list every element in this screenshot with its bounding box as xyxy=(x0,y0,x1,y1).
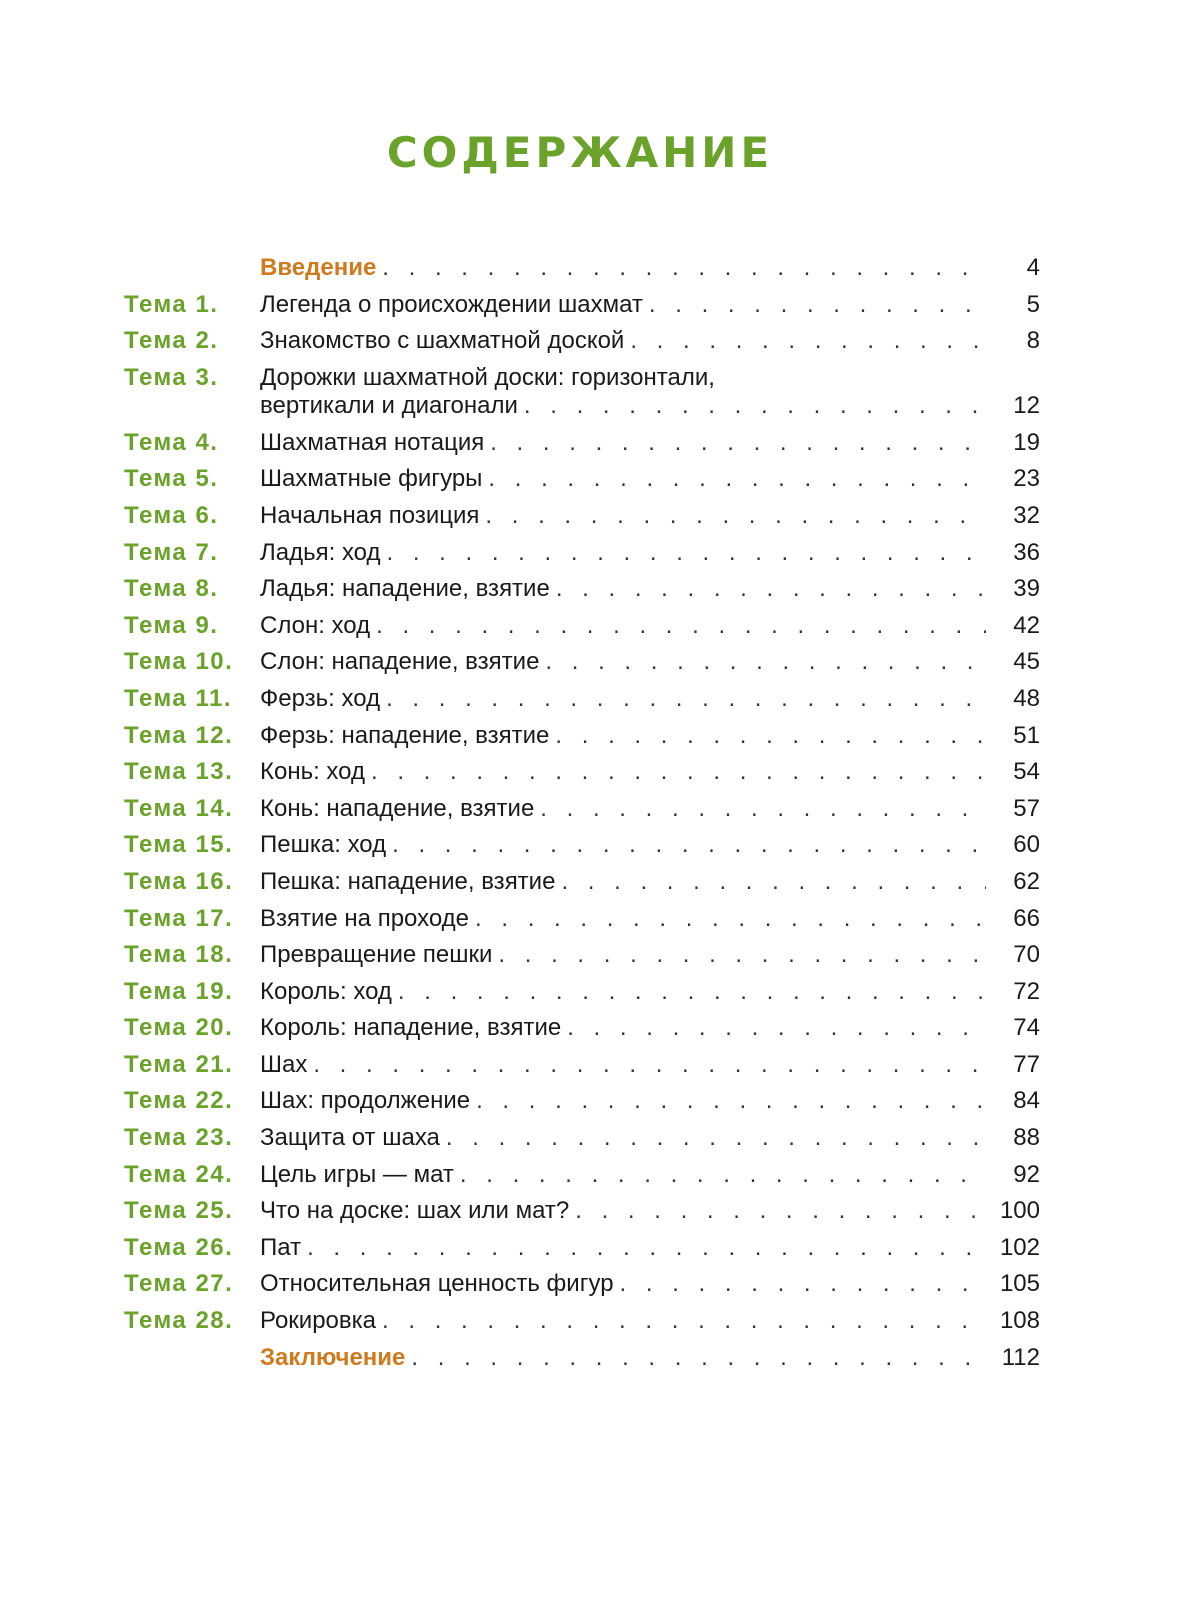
toc-theme-label: Тема 9. xyxy=(124,611,219,639)
toc-entry-line xyxy=(260,1266,1040,1302)
toc-entry-line xyxy=(260,718,1040,754)
toc-entry-line xyxy=(260,1083,1040,1119)
toc-entry-line xyxy=(260,1303,1040,1339)
toc-page-number: 39 xyxy=(1013,575,1040,603)
toc-entry-title: Пешка: ход xyxy=(260,831,387,859)
toc-theme-label: Тема 3. xyxy=(124,363,219,391)
toc-theme-label: Тема 22. xyxy=(124,1087,234,1115)
toc-entry[interactable] xyxy=(0,791,1200,828)
toc-entry[interactable] xyxy=(0,1340,1200,1377)
dot-leader xyxy=(498,937,986,973)
toc-entry-line xyxy=(260,425,1040,461)
toc-theme-label: Тема 15. xyxy=(124,831,234,859)
toc-page-number: 62 xyxy=(1013,867,1040,895)
toc-entry[interactable] xyxy=(0,1047,1200,1084)
toc-page-number: 32 xyxy=(1013,501,1040,529)
toc-entry[interactable] xyxy=(0,1303,1200,1340)
dot-leader xyxy=(540,791,986,827)
dot-leader xyxy=(371,754,986,790)
toc-entry[interactable] xyxy=(0,644,1200,681)
toc-theme-label: Тема 2. xyxy=(124,327,219,355)
toc-entry-line xyxy=(260,571,1040,607)
toc-page-number: 66 xyxy=(1013,904,1040,932)
toc-entry-line xyxy=(260,1230,1040,1266)
toc-entry[interactable] xyxy=(0,1010,1200,1047)
toc-entry-title: Знакомство с шахматной доской xyxy=(260,327,625,355)
toc-entry-title: Ладья: ход xyxy=(260,538,381,566)
toc-entry-line xyxy=(260,535,1040,571)
dot-leader xyxy=(561,864,986,900)
toc-entry-title: Конь: ход xyxy=(260,758,365,786)
page-title: СОДЕРЖАНИЕ xyxy=(386,128,774,177)
dot-leader xyxy=(382,1303,986,1339)
toc-page-number: 48 xyxy=(1013,684,1040,712)
dot-leader xyxy=(488,461,986,497)
toc-entry-title: Шахматная нотация xyxy=(260,428,485,456)
dot-leader xyxy=(555,718,986,754)
toc-entry[interactable] xyxy=(0,1193,1200,1230)
toc-entry-title: Относительная ценность фигур xyxy=(260,1270,614,1298)
toc-entry-title: Шахматные фигуры xyxy=(260,465,483,493)
toc-entry-title: Введение xyxy=(260,254,377,281)
toc-entry[interactable] xyxy=(0,718,1200,755)
toc-theme-label: Тема 17. xyxy=(124,904,234,932)
toc-entry-line xyxy=(260,827,1040,863)
dot-leader xyxy=(524,388,986,424)
toc-entry-line xyxy=(260,498,1040,534)
toc-theme-label: Тема 23. xyxy=(124,1124,234,1152)
toc-entry-line xyxy=(260,681,1040,717)
toc-page-number: 102 xyxy=(999,1233,1040,1261)
toc-entry-line xyxy=(260,937,1040,973)
toc-entry-title: Ладья: нападение, взятие xyxy=(260,575,550,603)
toc-entry-line xyxy=(260,1340,1040,1376)
toc-page-number: 5 xyxy=(1026,290,1040,318)
toc-page-number: 57 xyxy=(1013,794,1040,822)
toc-entry[interactable] xyxy=(0,287,1200,324)
toc-page-number: 70 xyxy=(1013,941,1040,969)
dot-leader xyxy=(475,901,986,937)
dot-leader xyxy=(567,1010,986,1046)
dot-leader xyxy=(620,1266,986,1302)
dot-leader xyxy=(382,250,986,286)
toc-entry-title: Пешка: нападение, взятие xyxy=(260,867,556,895)
toc-theme-label: Тема 28. xyxy=(124,1307,234,1335)
toc-theme-label: Тема 21. xyxy=(124,1050,234,1078)
toc-theme-label: Тема 1. xyxy=(124,290,219,318)
toc-entry[interactable] xyxy=(0,498,1200,535)
toc-entry-title: Цель игры — мат xyxy=(260,1160,454,1188)
toc-page-number: 4 xyxy=(1026,254,1040,281)
dot-leader xyxy=(313,1047,986,1083)
dot-leader xyxy=(485,498,986,534)
toc-entry[interactable] xyxy=(0,461,1200,498)
toc-entry[interactable] xyxy=(0,425,1200,462)
toc-entry[interactable] xyxy=(0,1120,1200,1157)
toc-page-number: 105 xyxy=(999,1270,1040,1298)
toc-entry-title-line1: Дорожки шахматной доски: горизонтали, xyxy=(260,363,715,391)
toc-entry-line xyxy=(260,287,1040,323)
toc-entry-line xyxy=(260,1157,1040,1193)
toc-theme-label: Тема 14. xyxy=(124,794,234,822)
toc-entry[interactable] xyxy=(0,681,1200,718)
toc-page-number: 45 xyxy=(1013,648,1040,676)
toc-entry[interactable] xyxy=(0,1230,1200,1267)
toc-entry[interactable] xyxy=(0,827,1200,864)
dot-leader xyxy=(575,1193,986,1229)
toc-entry-title: Легенда о происхождении шахмат xyxy=(260,290,643,318)
toc-entry-title: Король: ход xyxy=(260,977,392,1005)
toc-page-number: 60 xyxy=(1013,831,1040,859)
toc-entry-line xyxy=(260,644,1040,680)
toc-theme-label: Тема 25. xyxy=(124,1197,234,1225)
toc-entry-title: Ферзь: ход xyxy=(260,684,381,712)
toc-entry-line xyxy=(260,901,1040,937)
toc-entry-title: Ферзь: нападение, взятие xyxy=(260,721,550,749)
toc-page-number: 54 xyxy=(1013,758,1040,786)
toc-theme-label: Тема 16. xyxy=(124,867,234,895)
toc-theme-label: Тема 6. xyxy=(124,501,219,529)
toc-theme-label: Тема 19. xyxy=(124,977,234,1005)
toc-page-number: 100 xyxy=(999,1197,1040,1225)
toc-entry-title: Шах xyxy=(260,1050,308,1078)
toc-entry[interactable] xyxy=(0,754,1200,791)
toc-entry[interactable] xyxy=(0,608,1200,645)
toc-page-number: 92 xyxy=(1013,1160,1040,1188)
toc-page-number: 74 xyxy=(1013,1014,1040,1042)
toc-entry-title: Что на доске: шах или мат? xyxy=(260,1197,570,1225)
toc-entry-title: Слон: нападение, взятие xyxy=(260,648,540,676)
dot-leader xyxy=(545,644,986,680)
toc-entry-line xyxy=(260,608,1040,644)
toc-entry[interactable] xyxy=(0,937,1200,974)
toc-theme-label: Тема 7. xyxy=(124,538,219,566)
toc-entry-title: Рокировка xyxy=(260,1307,377,1335)
toc-entry-line xyxy=(260,1120,1040,1156)
toc-entry-line xyxy=(260,1010,1040,1046)
toc-entry-title: Начальная позиция xyxy=(260,501,480,529)
toc-entry[interactable] xyxy=(0,1083,1200,1120)
toc-page-number: 77 xyxy=(1013,1050,1040,1078)
toc-entry-title: Защита от шаха xyxy=(260,1124,440,1152)
dot-leader xyxy=(386,681,986,717)
toc-page-number: 19 xyxy=(1013,428,1040,456)
toc-entry-title: Конь: нападение, взятие xyxy=(260,794,535,822)
toc-theme-label: Тема 4. xyxy=(124,428,219,456)
toc-entry-title: Заключение xyxy=(260,1343,406,1371)
toc-theme-label: Тема 8. xyxy=(124,575,219,603)
toc-entry-title: вертикали и диагонали xyxy=(260,391,518,419)
toc-theme-label: Тема 13. xyxy=(124,758,234,786)
toc-entry-line xyxy=(260,791,1040,827)
toc-entry[interactable] xyxy=(0,323,1200,360)
toc-theme-label: Тема 26. xyxy=(124,1233,234,1261)
toc-page-number: 88 xyxy=(1013,1124,1040,1152)
toc-entry[interactable] xyxy=(0,1157,1200,1194)
toc-theme-label: Тема 10. xyxy=(124,648,234,676)
dot-leader xyxy=(307,1230,986,1266)
toc-theme-label: Тема 12. xyxy=(124,721,234,749)
toc-entry-line xyxy=(260,250,1040,286)
dot-leader xyxy=(460,1157,986,1193)
toc-theme-label: Тема 27. xyxy=(124,1270,234,1298)
toc-entry-title: Взятие на проходе xyxy=(260,904,470,932)
toc-page-number: 72 xyxy=(1013,977,1040,1005)
toc-theme-label: Тема 24. xyxy=(124,1160,234,1188)
toc-entry[interactable] xyxy=(0,360,1200,425)
toc-entry-title: Король: нападение, взятие xyxy=(260,1014,562,1042)
toc-page-number: 108 xyxy=(999,1307,1040,1335)
toc-entry-line xyxy=(260,388,1040,424)
dot-leader xyxy=(446,1120,986,1156)
toc-page-number: 36 xyxy=(1013,538,1040,566)
toc-page-number: 23 xyxy=(1013,465,1040,493)
dot-leader xyxy=(476,1083,986,1119)
table-of-contents xyxy=(0,250,1200,1376)
toc-page-number: 84 xyxy=(1013,1087,1040,1115)
toc-entry-line xyxy=(260,323,1040,359)
toc-entry-line xyxy=(260,974,1040,1010)
toc-entry[interactable] xyxy=(0,1266,1200,1303)
dot-leader xyxy=(556,571,986,607)
toc-entry[interactable] xyxy=(0,974,1200,1011)
toc-entry-title: Слон: ход xyxy=(260,611,371,639)
dot-leader xyxy=(392,827,986,863)
toc-page-number: 8 xyxy=(1026,327,1040,355)
toc-entry[interactable] xyxy=(0,535,1200,572)
toc-theme-label: Тема 18. xyxy=(124,941,234,969)
toc-theme-label: Тема 11. xyxy=(124,684,232,712)
dot-leader xyxy=(490,425,986,461)
dot-leader xyxy=(376,608,986,644)
toc-page-number: 112 xyxy=(1001,1343,1040,1371)
toc-entry-line xyxy=(260,864,1040,900)
toc-entry-line xyxy=(260,754,1040,790)
toc-entry-line xyxy=(260,461,1040,497)
toc-entry[interactable] xyxy=(0,864,1200,901)
toc-theme-label: Тема 5. xyxy=(124,465,219,493)
toc-page-number: 12 xyxy=(1013,391,1040,419)
toc-page-number: 42 xyxy=(1013,611,1040,639)
toc-entry[interactable] xyxy=(0,571,1200,608)
dot-leader xyxy=(398,974,986,1010)
dot-leader xyxy=(630,323,986,359)
dot-leader xyxy=(387,535,987,571)
dot-leader xyxy=(649,287,986,323)
toc-theme-label: Тема 20. xyxy=(124,1014,234,1042)
toc-entry-title: Превращение пешки xyxy=(260,941,493,969)
toc-page-number: 51 xyxy=(1013,721,1040,749)
toc-entry[interactable] xyxy=(0,250,1200,287)
toc-entry-line xyxy=(260,1047,1040,1083)
toc-entry-title: Шах: продолжение xyxy=(260,1087,471,1115)
toc-entry[interactable] xyxy=(0,901,1200,938)
toc-entry-title: Пат xyxy=(260,1233,302,1261)
dot-leader xyxy=(411,1340,986,1376)
toc-entry-line xyxy=(260,1193,1040,1229)
